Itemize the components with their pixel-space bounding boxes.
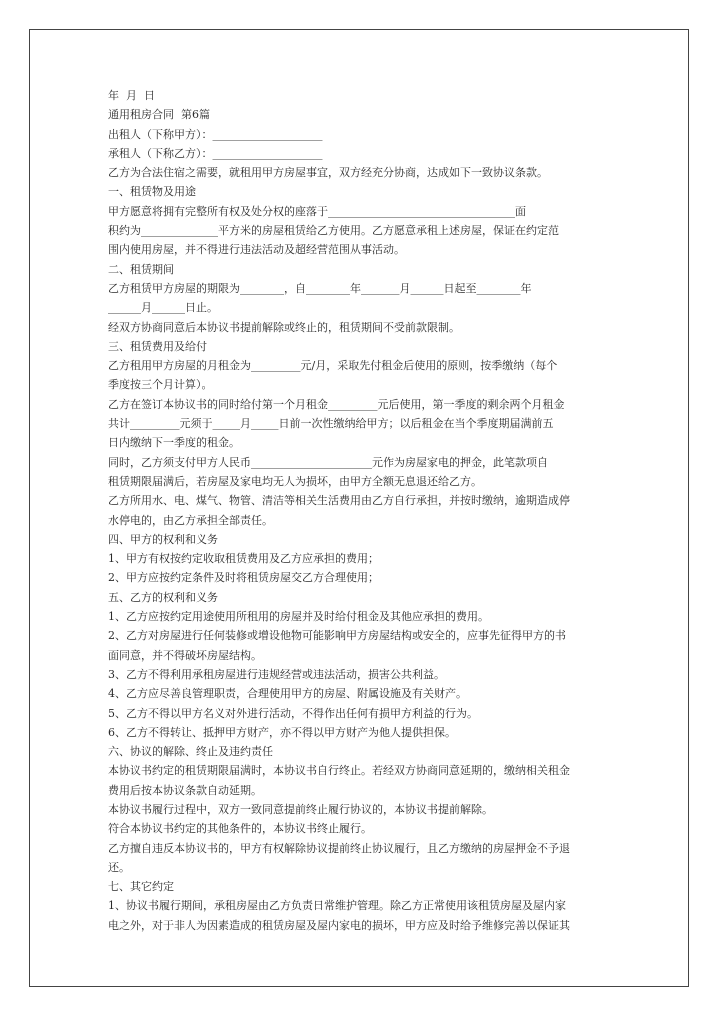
clause-item: 2、乙方对房屋进行任何装修或增设他物可能影响甲方房屋结构或安全的，应事先征得甲方的书	[108, 629, 566, 643]
lessor-line: 出租人（下称甲方）：____________________	[108, 127, 323, 141]
body-line: 乙方在签订本协议书的同时给付第一个月租金_________元后使用，第一季度的剩余两个月租金	[108, 397, 565, 411]
clause-item: 1、协议书履行期间，承租房屋由乙方负责日常维护管理。除乙方正常使用该租赁房屋及屋内家	[108, 899, 566, 913]
clause-item: 4、乙方应尽善良管理职责，合理使用甲方的房屋、附属设施及有关财产。	[108, 687, 467, 701]
section-heading: 三、租赁费用及给付	[108, 339, 207, 353]
document-body	[108, 86, 613, 935]
body-line: 日内缴纳下一季度的租金。	[108, 436, 240, 450]
clause-item: 5、乙方不得以甲方名义对外进行活动，不得作出任何有损甲方利益的行为。	[108, 706, 478, 720]
body-line: 本协议书约定的租赁期限届满时，本协议书自行终止。若经双方协商同意延期的，缴纳相关租金	[108, 764, 570, 778]
body-line: ______月______日止。	[108, 301, 218, 315]
preamble: 乙方为合法住宿之需要，就租用甲方房屋事宜，双方经充分协商，达成如下一致协议条款。	[108, 166, 548, 180]
body-line: 经双方协商同意后本协议书提前解除或终止的，租赁期间不受前款限制。	[108, 320, 460, 334]
body-line: 还。	[108, 860, 130, 874]
section-heading: 七、其它约定	[108, 880, 174, 894]
clause-item: 6、乙方不得转让、抵押甲方财产，亦不得以甲方财产为他人提供担保。	[108, 725, 456, 739]
section-heading: 五、乙方的权利和义务	[108, 590, 218, 604]
body-line: 电之外，对于非人为因素造成的租赁房屋及屋内家电的损坏，甲方应及时给予维修完善以保证其	[108, 918, 570, 932]
body-line: 乙方租赁甲方房屋的期限为________，自________年_______月______日起至________年	[108, 281, 532, 295]
body-line: 季度按三个月计算）。	[108, 378, 213, 392]
body-line: 费用后按本协议条款自动延期。	[108, 783, 262, 797]
clause-item: 1、乙方应按约定用途使用所租用的房屋并及时给付租金及其他应承担的费用。	[108, 610, 489, 624]
body-line: 水停电的，由乙方承担全部责任。	[108, 513, 273, 527]
lessee-line: 承租人（下称乙方）：____________________	[108, 146, 323, 160]
clause-item: 1、甲方有权按约定收取租赁费用及乙方应承担的费用；	[108, 552, 379, 566]
body-line: 符合本协议书约定的其他条件的，本协议书终止履行。	[108, 822, 372, 836]
contract-title: 通用租房合同 第6篇	[108, 108, 210, 122]
body-line: 乙方租用甲方房屋的月租金为_________元/月，采取先付租金后使用的原则，按季缴纳（每个	[108, 359, 558, 373]
body-line: 租赁期限届满后，若房屋及家电均无人为损坏，由甲方全额无息退还给乙方。	[108, 474, 482, 488]
body-line: 积约为______________平方米的房屋租赁给乙方使用。乙方愿意承租上述房屋，保证在约定范	[108, 224, 559, 238]
clause-item: 2、甲方应按约定条件及时将租赁房屋交乙方合理使用；	[108, 571, 379, 585]
section-heading: 二、租赁期间	[108, 262, 174, 276]
body-line: 甲方愿意将拥有完整所有权及处分权的座落于__________________________________面	[108, 204, 526, 218]
body-line: 围内使用房屋，并不得进行违法活动及超经营范围从事活动。	[108, 243, 405, 257]
body-line: 乙方擅自违反本协议书的，甲方有权解除协议提前终止协议履行，且乙方缴纳的房屋押金不予退	[108, 841, 570, 855]
body-line: 共计_________元须于_____月_____日前一次性缴纳给甲方；以后租金在当个季度期届满前五	[108, 417, 554, 431]
section-heading: 六、协议的解除、终止及违约责任	[108, 745, 273, 759]
body-line: 乙方所用水、电、煤气、物管、清洁等相关生活费用由乙方自行承担，并按时缴纳，逾期造成停	[108, 494, 570, 508]
body-line: 本协议书履行过程中，双方一致同意提前终止履行协议的，本协议书提前解除。	[108, 802, 493, 816]
body-line: 面同意，并不得破坏房屋结构。	[108, 648, 262, 662]
date-line: 年 月 日	[108, 89, 155, 102]
body-line: 同时，乙方须支付甲方人民币______________________元作为房屋家电的押金，此笔款项自	[108, 455, 548, 469]
clause-item: 3、乙方不得利用承租房屋进行违规经营或违法活动，损害公共利益。	[108, 667, 445, 681]
section-heading: 四、甲方的权利和义务	[108, 532, 218, 546]
section-heading: 一、租赁物及用途	[108, 185, 196, 199]
